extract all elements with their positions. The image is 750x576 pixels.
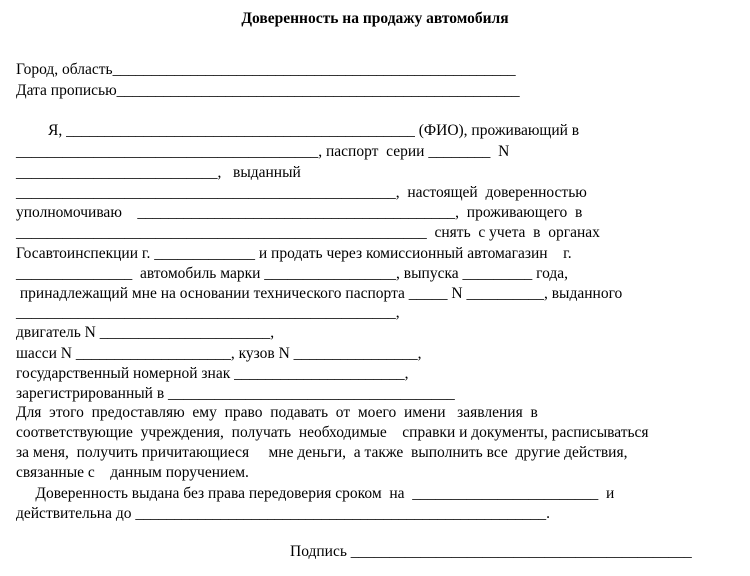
tech-passport-issuer-line: _________________________________________________,: [16, 304, 400, 321]
powers-line-1: Для этого предоставляю ему право подавать от моего имени заявления в: [16, 404, 538, 421]
validity-term-line: Доверенность выдана без права передоверия сроком на ________________________ и: [16, 485, 615, 502]
deregister-line: _____________________________________________________ снять с учета в органах: [16, 224, 600, 241]
city-region-line: Город, область____________________________________________________: [16, 61, 516, 78]
traffic-police-line: Госавтоинспекции г. _____________ и продать через комиссионный автомагазин г.: [16, 245, 572, 262]
signature-line: Подпись ____________________________________________: [290, 543, 692, 560]
tech-passport-line: принадлежащий мне на основании технического паспорта _____ N __________, выданного: [16, 285, 623, 302]
plate-number-line: государственный номерной знак ______________________,: [16, 365, 409, 382]
registered-in-line: зарегистрированный в _____________________________________: [16, 385, 455, 402]
valid-until-line: действительна до _____________________________________________________.: [16, 505, 550, 522]
engine-number-line: двигатель N ______________________,: [16, 324, 275, 341]
powers-line-4: связанные с данным поручением.: [16, 464, 249, 481]
authorize-line: уполномочиваю _________________________________________, проживающего в: [16, 204, 583, 221]
powers-line-3: за меня, получить причитающиеся мне деньги, а также выполнить все другие действия,: [16, 444, 628, 461]
chassis-body-line: шасси N ____________________, кузов N ________________,: [16, 345, 422, 362]
principal-name-line: Я, _____________________________________________ (ФИО), проживающий в: [48, 122, 580, 139]
issued-by-line: _________________________________________________, настоящей доверенностью: [16, 184, 587, 201]
passport-issued-line: __________________________, выданный: [16, 164, 301, 181]
powers-line-2: соответствующие учреждения, получать необходимые справки и документы, расписываться: [16, 424, 649, 441]
passport-series-line: _______________________________________, паспорт серии ________ N: [16, 143, 510, 160]
document-title: Доверенность на продажу автомобиля: [241, 10, 509, 27]
date-in-words-line: Дата прописью____________________________________________________: [16, 82, 520, 99]
car-make-line: _______________ автомобиль марки _________________, выпуска _________ года,: [16, 265, 569, 282]
